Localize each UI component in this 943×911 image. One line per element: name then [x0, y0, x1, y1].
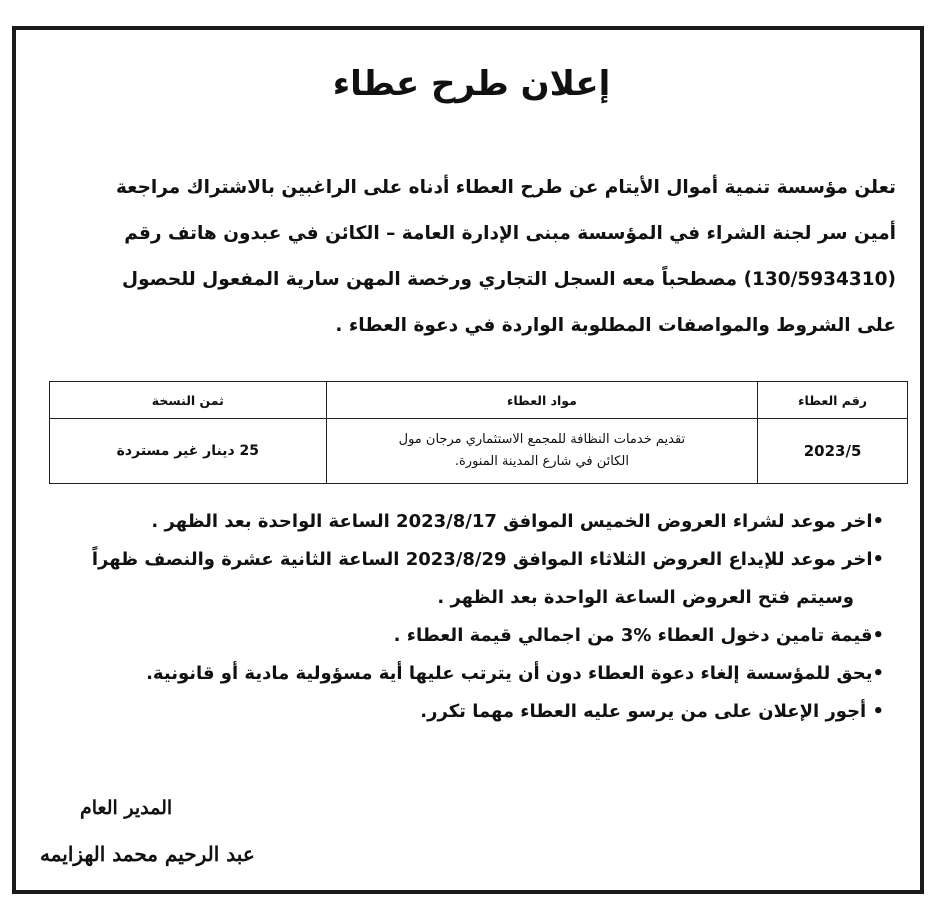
header-copy-price: ثمن النسخة — [50, 382, 327, 419]
signature-title: المدير العام — [80, 797, 173, 819]
intro-line: على الشروط والمواصفات المطلوبة الواردة في دعوة العطاء . — [335, 315, 896, 336]
tender-items-line: تقديم خدمات النظافة للمجمع الاستثماري مرجان مول — [398, 432, 686, 447]
conditions-list — [40, 503, 884, 731]
cell-tender-items — [326, 419, 757, 484]
intro-line: أمين سر لجنة الشراء في المؤسسة مبنى الإدارة العامة – الكائن في عبدون هاتف رقم — [124, 223, 896, 244]
table-header-row — [50, 382, 908, 419]
list-item: • أجور الإعلان على من يرسو عليه العطاء مهما تكرر. — [420, 701, 884, 722]
cell-tender-number: 2023/5 — [758, 419, 908, 484]
tender-table — [49, 381, 908, 484]
intro-paragraph — [76, 165, 896, 349]
header-tender-number: رقم العطاء — [758, 382, 908, 419]
announcement-title: إعلان طرح عطاء — [332, 64, 611, 104]
list-item: •قيمة تامين دخول العطاء %3 من اجمالي قيمة العطاء . — [393, 625, 884, 646]
signature-name: عبد الرحيم محمد الهزايمه — [40, 842, 255, 866]
header-tender-items: مواد العطاء — [326, 382, 757, 419]
list-item: •اخر موعد لشراء العروض الخميس الموافق 2023/8/17 الساعة الواحدة بعد الظهر . — [151, 511, 884, 532]
intro-line: (130/5934310) مصطحباً معه السجل التجاري ورخصة المهن سارية المفعول للحصول — [122, 269, 896, 290]
list-item-continuation: وسيتم فتح العروض الساعة الواحدة بعد الظهر . — [437, 587, 854, 608]
table-row — [50, 419, 908, 484]
list-item: •يحق للمؤسسة إلغاء دعوة العطاء دون أن يترتب عليها أية مسؤولية مادية أو قانونية. — [146, 663, 884, 684]
list-item: •اخر موعد للإيداع العروض الثلاثاء الموافق 2023/8/29 الساعة الثانية عشرة والنصف ظهراً — [91, 549, 884, 570]
tender-items-line: الكائن في شارع المدينة المنورة. — [454, 454, 629, 469]
cell-copy-price: 25 دينار غير مستردة — [50, 419, 327, 484]
intro-line: تعلن مؤسسة تنمية أموال الأيتام عن طرح العطاء أدناه على الراغبين بالاشتراك مراجعة — [115, 177, 896, 198]
